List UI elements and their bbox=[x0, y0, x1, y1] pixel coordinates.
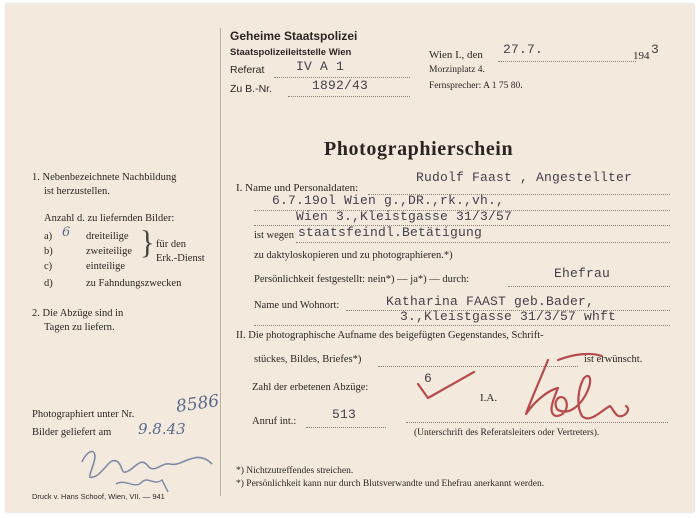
option-b-letter: b) bbox=[44, 246, 53, 257]
instruction-1-line-2: ist herzustellen. bbox=[44, 186, 110, 197]
photographierschein-form bbox=[6, 4, 694, 512]
section-2-line-1: II. Die photographische Aufname des beigefügten Gegenstandes, Schrift- bbox=[236, 330, 544, 341]
zu-b-nr-label: Zu B.-Nr. bbox=[230, 83, 273, 95]
photographed-number: 8586 bbox=[174, 391, 221, 417]
call-value: 513 bbox=[332, 407, 357, 422]
office-name: Geheime Staatspolizei bbox=[230, 29, 358, 43]
identity-line bbox=[508, 286, 670, 287]
witness-address: 3.,Kleistgasse 31/3/57 whft bbox=[400, 309, 617, 324]
footnote-2: *) Persönlichkeit kann nur durch Blutsverwandte und Ehefrau anerkannt werden. bbox=[236, 479, 545, 489]
zu-b-nr-value: 1892/43 bbox=[312, 78, 369, 93]
instruction-2-line-1: 2. Die Abzüge sind in bbox=[32, 308, 124, 319]
ia-label: I.A. bbox=[480, 392, 498, 404]
option-d-label: zu Fahndungszwecken bbox=[86, 278, 182, 289]
brace-text-1: für den bbox=[156, 239, 187, 250]
pencil-signature bbox=[76, 440, 216, 496]
reason-label: ist wegen bbox=[254, 230, 294, 241]
signature-caption: (Unterschrift des Referatsleiters oder Vertreters). bbox=[414, 428, 600, 438]
section-1-label: I. Name und Personaldaten: bbox=[236, 182, 359, 194]
red-check-mark bbox=[412, 364, 482, 404]
call-line bbox=[306, 427, 386, 428]
year-prefix: 194 bbox=[633, 50, 650, 62]
identity-label: Persönlichkeit festgestellt: nein*) — ja*) — durch: bbox=[254, 274, 470, 285]
zu-b-nr-line bbox=[288, 96, 410, 97]
option-b-label: zweiteilige bbox=[86, 246, 133, 257]
copies-label: Zahl der erbetenen Abzüge: bbox=[252, 382, 369, 393]
date-value: 27.7. bbox=[503, 42, 544, 57]
office-address: Morzinplatz 4. bbox=[429, 65, 485, 75]
identity-value: Ehefrau bbox=[554, 266, 611, 281]
photographed-label: Photographiert unter Nr. bbox=[32, 409, 135, 420]
delivered-label: Bilder geliefert am bbox=[32, 427, 112, 438]
printer-imprint: Druck v. Hans Schoof, Wien, VII. — 941 bbox=[32, 492, 165, 501]
witness-address-line bbox=[254, 325, 670, 326]
option-c-label: einteilige bbox=[86, 261, 126, 272]
call-label: Anruf int.: bbox=[252, 416, 297, 427]
option-a-label: dreiteilige bbox=[86, 231, 129, 242]
option-a-letter: a) bbox=[44, 231, 53, 242]
option-c-letter: c) bbox=[44, 261, 53, 272]
signature-line bbox=[406, 422, 668, 423]
office-phone: Fernsprecher: A 1 75 80. bbox=[429, 81, 523, 91]
witness-label: Name und Wohnort: bbox=[254, 300, 340, 311]
person-address: Wien 3.,Kleistgasse 31/3/57 bbox=[296, 209, 513, 224]
referat-value: IV A 1 bbox=[296, 59, 345, 74]
brace-text-2: Erk.-Dienst bbox=[156, 253, 205, 264]
instruction-2-line-2: Tagen zu liefern. bbox=[44, 322, 115, 333]
delivered-date: 9.8.43 bbox=[138, 420, 186, 438]
referat-label: Referat bbox=[230, 64, 265, 76]
document-title: Photographierschein bbox=[324, 138, 514, 160]
option-a-value: 6 bbox=[62, 225, 71, 240]
reason-line bbox=[296, 242, 670, 243]
count-label: Anzahl d. zu liefernden Bilder: bbox=[44, 213, 175, 224]
place-date-label: Wien I., den bbox=[429, 49, 483, 61]
witness-name: Katharina FAAST geb.Bader, bbox=[386, 294, 595, 309]
purpose-text: zu daktyloskopieren und zu photographieren.*) bbox=[254, 250, 453, 261]
brace-mark: } bbox=[140, 224, 155, 261]
sub-office-name: Staatspolizeileitstelle Wien bbox=[230, 47, 352, 58]
person-name: Rudolf Faast , Angestellter bbox=[416, 170, 633, 185]
copies-value: 6 bbox=[424, 371, 433, 386]
year-suffix: 3 bbox=[651, 42, 660, 57]
footnote-1: *) Nichtzutreffendes streichen. bbox=[236, 466, 354, 476]
reason-value: staatsfeindl.Betätigung bbox=[298, 225, 483, 240]
date-line bbox=[498, 61, 636, 62]
instruction-1-line-1: 1. Nebenbezeichnete Nachbildung bbox=[32, 172, 177, 183]
column-divider bbox=[220, 28, 221, 496]
section-2-end: ist erwünscht. bbox=[584, 354, 643, 365]
person-birth: 6.7.19ol Wien g.,DR.,rk.,vh., bbox=[272, 193, 505, 208]
option-d-letter: d) bbox=[44, 278, 53, 289]
section-2-line-2: stückes, Bildes, Briefes*) bbox=[254, 354, 362, 365]
